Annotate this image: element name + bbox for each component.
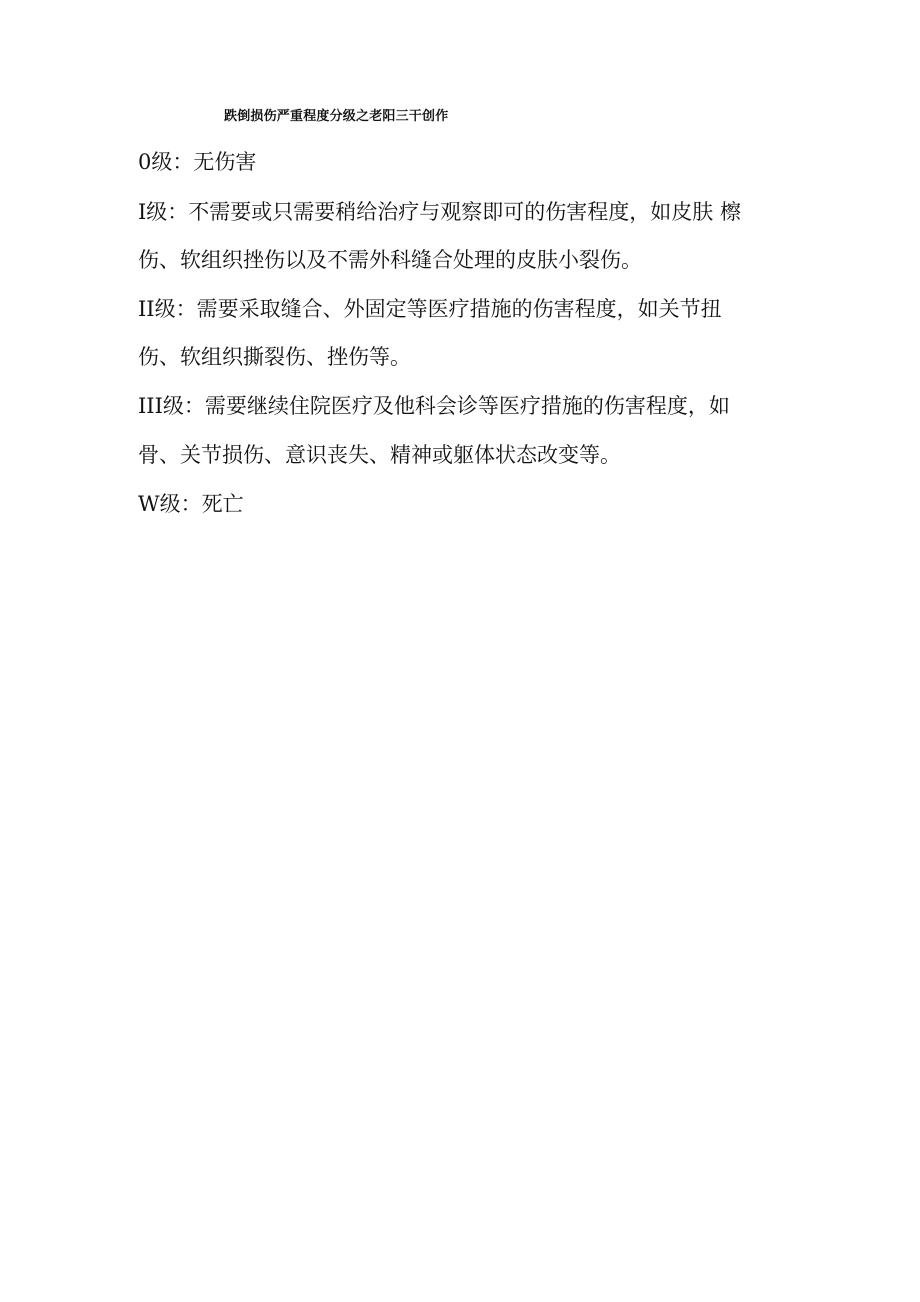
document-title: 跌倒损伤严重程度分级之老阳三干创作	[224, 109, 449, 124]
grade-3-line-1: III级：需要继续住院医疗及他科会诊等医疗措施的伤害程度，如	[138, 394, 730, 418]
grade-3-line-2: 骨、关节损伤、意识丧失、精神或躯体状态改变等。	[138, 443, 621, 467]
grade-0-line: 0级：无伤害	[138, 150, 257, 174]
grade-2-line-2: 伤、软组织撕裂伤、挫伤等。	[138, 345, 411, 369]
grade-4-line: W级：死亡	[138, 492, 244, 516]
grade-1-line-2: 伤、软组织挫伤以及不需外科缝合处理的皮肤小裂伤。	[138, 248, 642, 272]
grade-1-line-1: I级：不需要或只需要稍给治疗与观察即可的伤害程度，如皮肤 檫	[138, 200, 741, 224]
grade-2-line-1: II级：需要采取缝合、外固定等医疗措施的伤害程度，如关节扭	[138, 297, 722, 321]
